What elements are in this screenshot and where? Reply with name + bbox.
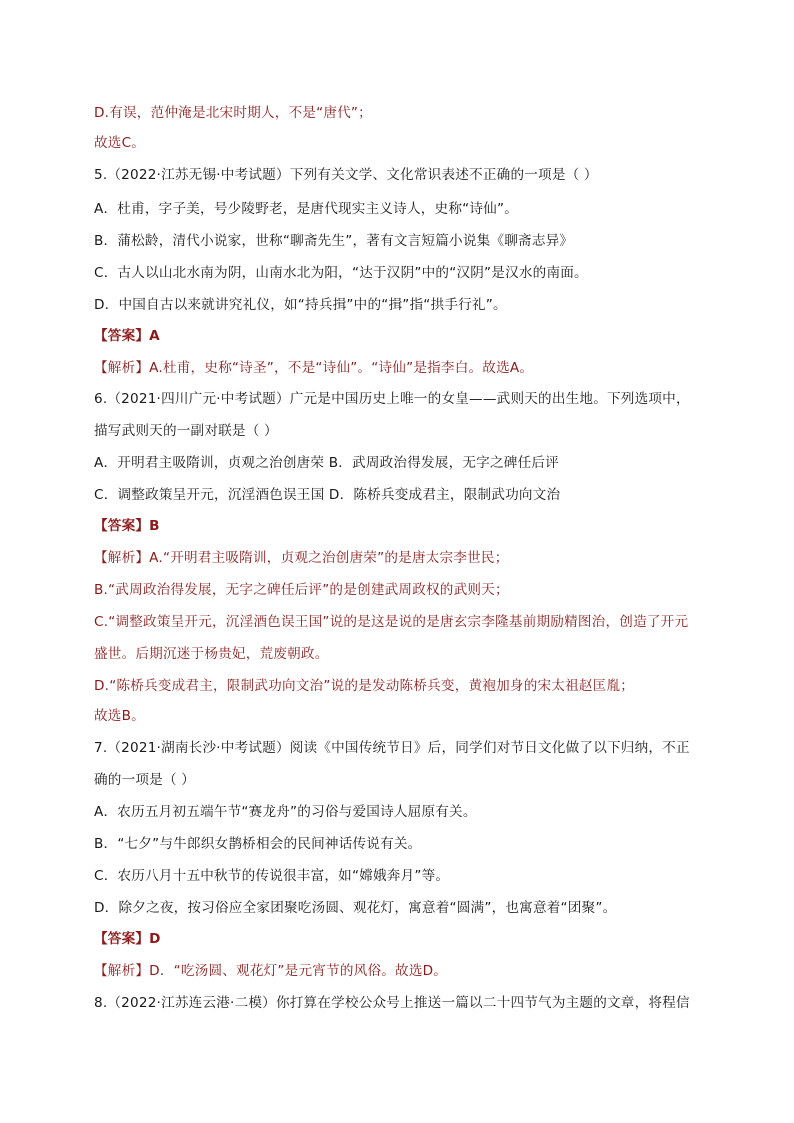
question-5-option-d: D．中国自古以来就讲究礼仪，如“持兵揖”中的“揖”指“拱手行礼”。: [94, 297, 507, 313]
question-8-stem: 8.（2022·江苏连云港·二模）你打算在学校公众号上推送一篇以二十四节气为主题的文章，将程信: [94, 995, 690, 1011]
question-6-analysis-b: B.“武周政治得发展，无字之碑任后评”的是创建武周政权的武则天；: [94, 582, 509, 598]
question-7-answer: 【答案】D: [94, 931, 161, 947]
question-5-analysis: 【解析】A.杜甫，史称“诗圣”，不是“诗仙”。“诗仙”是指李白。故选A。: [94, 360, 534, 376]
question-5-option-b: B．蒲松龄，清代小说家，世称“聊斋先生”，著有文言短篇小说集《聊斋志异》: [94, 233, 574, 249]
question-7-option-d: D．除夕之夜，按习俗应全家团聚吃汤圆、观花灯，寓意着“圆满”，也寓意着“团聚”。: [94, 900, 617, 916]
question-7-analysis: 【解析】D．“吃汤圆、观花灯”是元宵节的风俗。故选D。: [94, 963, 448, 979]
question-6-options-ab: A．开明君主吸隋训，贞观之治创唐荣 B．武周政治得发展，无字之碑任后评: [94, 455, 559, 471]
question-6-analysis-a: 【解析】A.“开明君主吸隋训，贞观之治创唐荣”的是唐太宗李世民；: [94, 550, 509, 566]
question-6-analysis-c: C.“调整政策呈开元，沉淫酒色误王国”说的是这是说的是唐玄宗李隆基前期励精图治，创造了开元: [94, 614, 689, 630]
analysis-line: D.有误，范仲淹是北宋时期人，不是“唐代”；: [94, 105, 372, 121]
question-6-conclusion: 故选B。: [94, 708, 145, 724]
conclusion-line: 故选C。: [94, 135, 146, 151]
question-7-stem: 7.（2021·湖南长沙·中考试题）阅读《中国传统节日》后，同学们对节日文化做了以下归纳，不正: [94, 740, 690, 756]
question-5-option-c: C．古人以山北水南为阴，山南水北为阳，“达于汉阴”中的“汉阴”是汉水的南面。: [94, 265, 588, 281]
question-5-option-a: A．杜甫，字子美，号少陵野老，是唐代现实主义诗人，史称“诗仙”。: [94, 201, 519, 217]
question-5-stem: 5.（2022·江苏无锡·中考试题）下列有关文学、文化常识表述不正确的一项是（ ）: [94, 167, 598, 183]
question-6-stem: 6.（2021·四川广元·中考试题）广元是中国历史上唯一的女皇——武则天的出生地。下列选项中，: [94, 391, 690, 407]
question-7-option-a: A．农历五月初五端午节“赛龙舟”的习俗与爱国诗人屈原有关。: [94, 804, 477, 820]
question-6-analysis-c-cont: 盛世。后期沉迷于杨贵妃，荒废朝政。: [94, 646, 329, 662]
question-6-options-cd: C．调整政策呈开元，沉淫酒色误王国 D．陈桥兵变成君主，限制武功向文治: [94, 487, 561, 503]
question-7-stem-cont: 确的一项是（ ）: [94, 772, 196, 788]
question-5-answer: 【答案】A: [94, 328, 160, 344]
question-7-option-b: B．“七夕”与牛郎织女鹊桥相会的民间神话传说有关。: [94, 836, 422, 852]
question-6-answer: 【答案】B: [94, 518, 160, 534]
question-6-stem-cont: 描写武则天的一副对联是（ ）: [94, 423, 278, 439]
question-6-analysis-d: D.“陈桥兵变成君主，限制武功向文治”说的是发动陈桥兵变，黄袍加身的宋太祖赵匡胤；: [94, 678, 635, 694]
question-7-option-c: C．农历八月十五中秋节的传说很丰富，如“嫦娥奔月”等。: [94, 868, 450, 884]
